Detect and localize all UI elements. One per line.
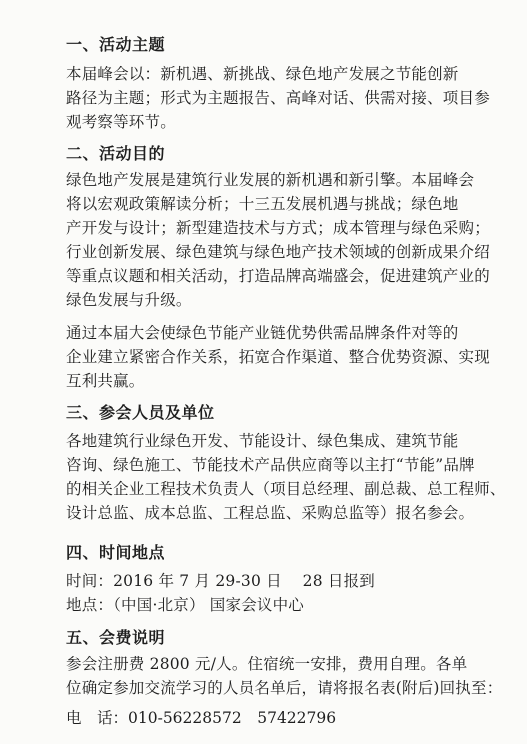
section-heading-fees: 五、会费说明 — [66, 628, 166, 647]
text-line: 参会注册费 2800 元/人。住宿统一安排，费用自理。各单 — [66, 655, 468, 673]
section-body-theme — [66, 62, 490, 134]
text-line: 行业创新发展、绿色建筑与绿色地产技术领域的创新成果介绍 — [66, 243, 490, 261]
section-heading-theme: 一、活动主题 — [66, 35, 166, 54]
text-line: 位确定参加交流学习的人员名单后，请将报名表(附后)回执至： — [66, 679, 503, 697]
text-line: 路径为主题；形式为主题报告、高峰对话、供需对接、项目参 — [66, 89, 490, 107]
text-line: 咨询、绿色施工、节能技术产品供应商等以主打“节能”品牌 — [66, 456, 475, 474]
text-line: 本届峰会以：新机遇、新挑战、绿色地产发展之节能创新 — [66, 65, 459, 83]
text-line: 设计总监、成本总监、工程总监、采购总监等）报名参会。 — [66, 504, 475, 522]
text-line: 的相关企业工程技术负责人（项目总经理、副总裁、总工程师、 — [66, 480, 506, 498]
section-body-purpose-2 — [66, 321, 490, 393]
event-place: 地点：（中国·北京） 国家会议中心 — [66, 596, 305, 614]
text-line: 等重点议题和相关活动，打造品牌高端盛会，促进建筑产业的 — [66, 267, 490, 285]
section-heading-purpose: 二、活动目的 — [66, 144, 166, 163]
section-body-time-place — [66, 569, 375, 617]
section-heading-time-place: 四、时间地点 — [66, 543, 166, 562]
section-body-attendees — [66, 429, 506, 525]
text-line: 绿色地产发展是建筑行业发展的新机遇和新引擎。本届峰会 — [66, 171, 475, 189]
contact-phone: 电 话：010-56228572 57422796 — [66, 709, 337, 727]
text-line: 绿色发展与升级。 — [66, 291, 192, 309]
section-body-purpose-1 — [66, 168, 490, 312]
section-heading-attendees: 三、参会人员及单位 — [66, 403, 215, 422]
text-line: 观考察等环节。 — [66, 113, 176, 131]
text-line: 企业建立紧密合作关系，拓宽合作渠道、整合优势资源、实现 — [66, 348, 490, 366]
text-line: 各地建筑行业绿色开发、节能设计、绿色集成、建筑节能 — [66, 432, 459, 450]
text-line: 产开发与设计；新型建造技术与方式；成本管理与绿色采购； — [66, 219, 490, 237]
text-line: 将以宏观政策解读分析；十三五发展机遇与挑战；绿色地 — [66, 195, 459, 213]
event-time: 时间：2016 年 7 月 29-30 日 28 日报到 — [66, 572, 376, 590]
section-body-fees — [66, 652, 502, 700]
text-line: 通过本届大会使绿色节能产业链优势供需品牌条件对等的 — [66, 324, 459, 342]
text-line: 互利共赢。 — [66, 372, 145, 390]
